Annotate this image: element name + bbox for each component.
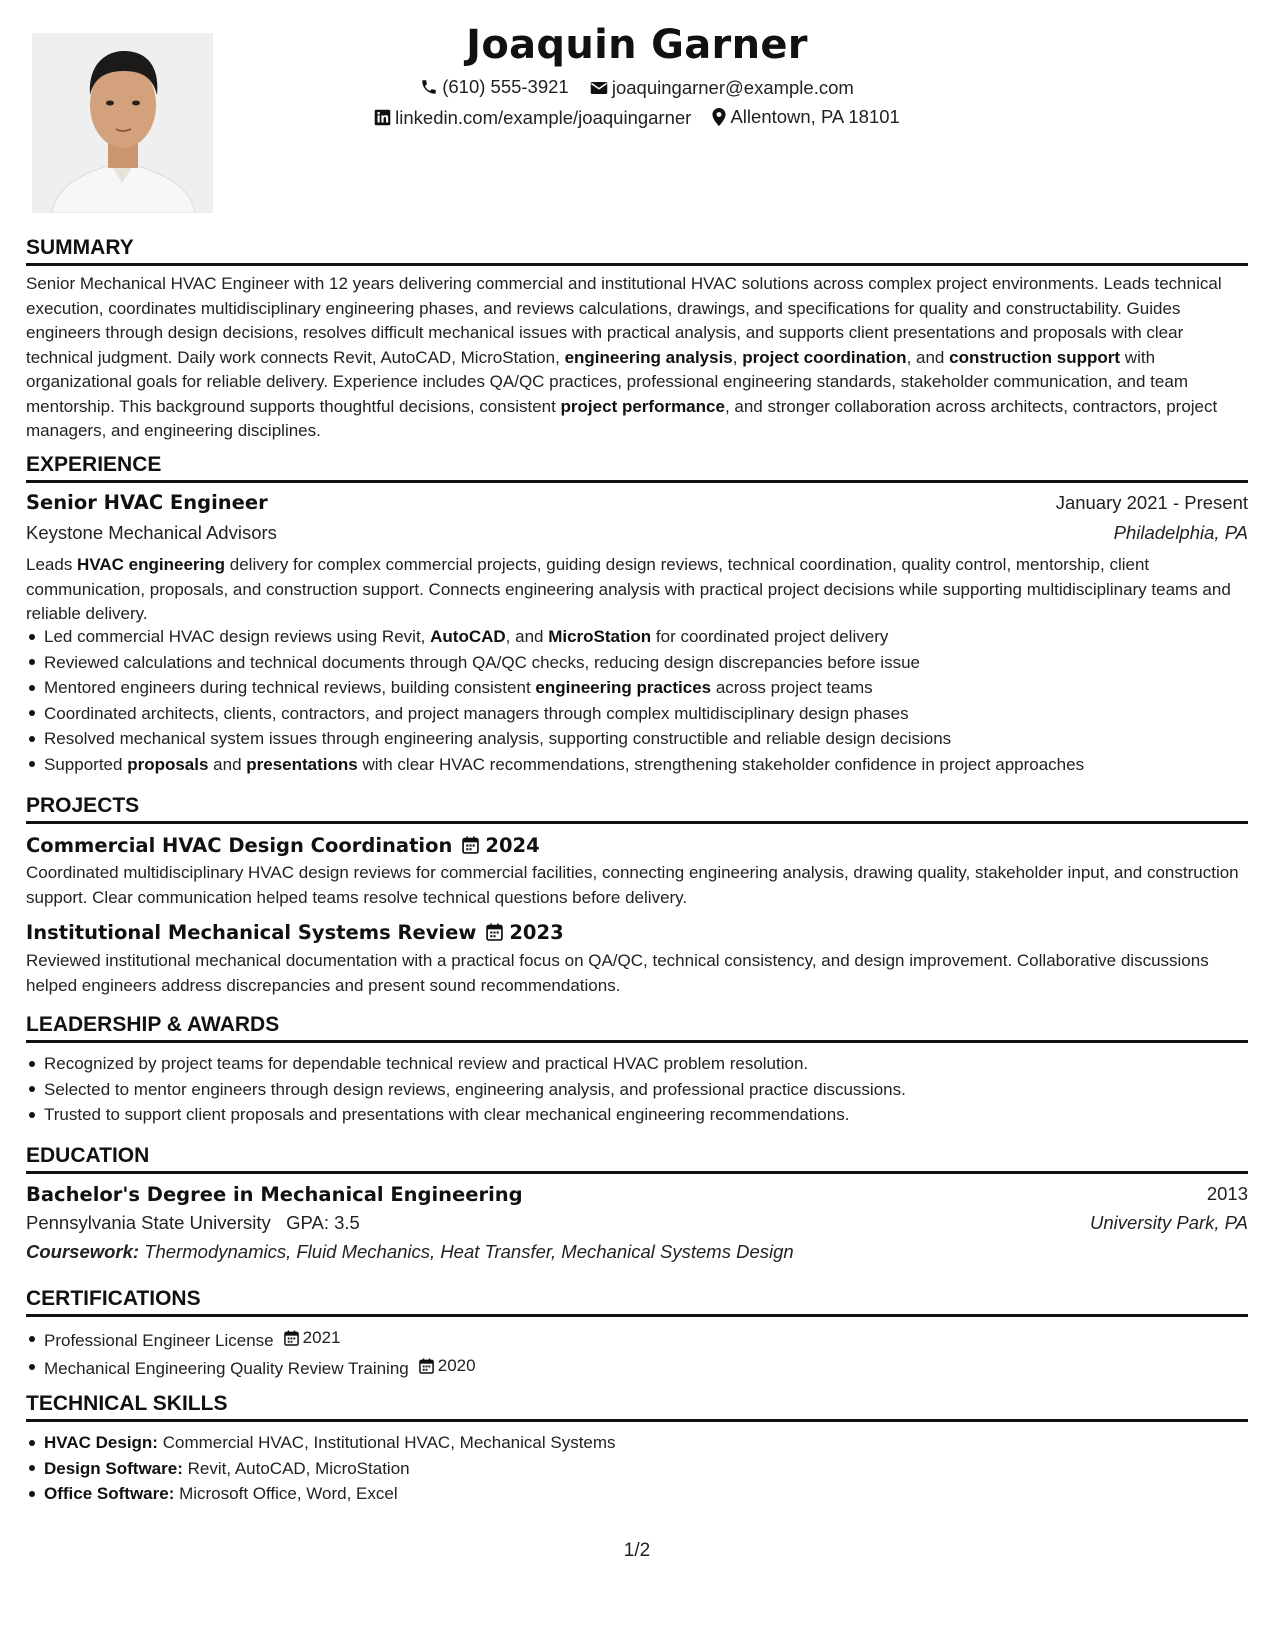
- list-item: Recognized by project teams for dependable technical review and practical HVAC problem resolution.: [44, 1051, 1266, 1077]
- project-2-name: Institutional Mechanical Systems Review: [26, 921, 477, 944]
- text-run: Coordinated architects, clients, contractors, and project managers through complex multidisciplinary design phases: [44, 703, 909, 723]
- skill-item: [44, 1481, 1266, 1507]
- coursework-label: Coursework:: [26, 1241, 140, 1262]
- text-run: delivery for complex commercial projects, guiding design reviews, technical coordination, quality control, mentorship, client communication, proposals, and construction support. Connects engineering analysis with practical project decisions while supporting multidisciplinary teams and reliable delivery.: [26, 555, 1231, 623]
- calendar-icon: [486, 923, 503, 941]
- linkedin[interactable]: [374, 107, 691, 129]
- projects-heading: PROJECTS: [26, 794, 1248, 824]
- text-run: with organizational goals for reliable delivery. Experience includes QA/QC practices, professional engineering standards, stakeholder communication, and team mentorship. This background supports thoughtful decisions, consistent: [26, 347, 1188, 416]
- coursework-list: Thermodynamics, Fluid Mechanics, Heat Transfer, Mechanical Systems Design: [144, 1241, 794, 1262]
- bold-text: presentations: [246, 754, 358, 774]
- certifications-heading: CERTIFICATIONS: [26, 1287, 1248, 1317]
- job-location: Philadelphia, PA: [1113, 522, 1248, 543]
- skill-item: [44, 1456, 1266, 1482]
- candidate-name: Joaquin Garner: [466, 22, 808, 68]
- project-1-name: Commercial HVAC Design Coordination: [26, 834, 453, 857]
- text-run: across project teams: [711, 678, 873, 697]
- project-1-title: [26, 834, 540, 857]
- bold-text: HVAC engineering: [77, 555, 226, 574]
- text-run: Resolved mechanical system issues through engineering analysis, supporting constructible and reliable design decisions: [44, 729, 952, 748]
- certifications-list: [26, 1325, 1266, 1382]
- list-item: [44, 624, 1266, 650]
- summary-text: [26, 272, 1248, 444]
- project-2-description: Reviewed institutional mechanical documentation with a practical focus on QA/QC, technical consistency, and design improvement. Collaborative discussions helped engineers address discrepancies and present sound recommendations.: [26, 951, 1209, 995]
- phone-icon: [420, 78, 438, 96]
- text-run: Supported: [44, 754, 128, 774]
- education-heading: EDUCATION: [26, 1144, 1248, 1174]
- certification-name: Professional Engineer License: [44, 1330, 274, 1350]
- experience-heading: EXPERIENCE: [26, 453, 1248, 483]
- project-2-title: [26, 921, 564, 944]
- envelope-icon: [590, 80, 608, 96]
- skill-label: Design Software:: [44, 1458, 183, 1478]
- skill-item: [44, 1430, 1266, 1456]
- page-number: 1/2: [623, 1540, 651, 1561]
- list-item: [44, 701, 1266, 727]
- bold-text: construction support: [949, 347, 1121, 367]
- school-name: Pennsylvania State University: [26, 1212, 271, 1233]
- certification-year: 2020: [419, 1353, 476, 1379]
- skill-value: Commercial HVAC, Institutional HVAC, Mechanical Systems: [157, 1433, 616, 1452]
- experience-bullets: [26, 624, 1266, 777]
- calendar-icon: [462, 836, 479, 854]
- school-location: University Park, PA: [1090, 1212, 1248, 1233]
- contact-row-2: [26, 106, 1248, 131]
- text-run: Senior Mechanical HVAC Engineer with 12 years delivering commercial and institutional HVAC solutions across complex project environments. Leads technical execution, coordinates multidisciplinary engineering phases, and reviews calculations, drawings, and specifications for quality and constructability. Guides engineers through design decisions, resolves difficult mechanical issues with practical analysis, and supports client presentations and proposals with clear technical judgment. Daily work connects Revit, AutoCAD, MicroStation,: [26, 274, 1222, 367]
- resume-page: [26, 0, 1248, 1650]
- location: [712, 106, 899, 128]
- degree-year: 2013: [1206, 1183, 1248, 1204]
- gpa: GPA: 3.5: [286, 1212, 360, 1233]
- coursework: [26, 1241, 794, 1263]
- certification-item: [44, 1353, 1266, 1381]
- text-run: Leads: [26, 555, 78, 574]
- list-item: [44, 726, 1266, 752]
- school-line: [26, 1212, 360, 1234]
- skills-heading: TECHNICAL SKILLS: [26, 1392, 1248, 1422]
- list-item: [44, 752, 1266, 778]
- bold-text: project coordination: [742, 347, 907, 367]
- leadership-bullets: [26, 1051, 1266, 1128]
- text-run: Reviewed calculations and technical documents through QA/QC checks, reducing design discrepancies before issue: [44, 652, 920, 672]
- list-item: [44, 650, 1266, 676]
- skill-label: HVAC Design:: [44, 1433, 158, 1452]
- degree-title: Bachelor's Degree in Mechanical Engineering: [26, 1183, 523, 1206]
- certification-name: Mechanical Engineering Quality Review Training: [44, 1359, 409, 1378]
- skills-list: [26, 1430, 1266, 1507]
- bold-text: engineering analysis: [564, 347, 733, 367]
- bold-text: project performance: [560, 396, 725, 416]
- text-run: ,: [732, 347, 743, 367]
- job-description: [26, 553, 1248, 627]
- contact-row-1: [26, 76, 1248, 101]
- project-1-year: 2024: [485, 834, 540, 857]
- text-run: with clear HVAC recommendations, strengthening stakeholder confidence in project approaches: [357, 754, 1085, 774]
- list-item: [44, 675, 1266, 701]
- skill-label: Office Software:: [44, 1484, 175, 1503]
- bold-text: AutoCAD: [430, 627, 506, 646]
- job-title: Senior HVAC Engineer: [26, 491, 268, 514]
- leadership-heading: LEADERSHIP & AWARDS: [26, 1013, 1248, 1043]
- text-run: , and stronger collaboration across architects, contractors, project managers, and engineering disciplines.: [26, 396, 1218, 440]
- bold-text: engineering practices: [535, 678, 712, 697]
- company-name: Keystone Mechanical Advisors: [26, 522, 277, 543]
- text-run: for coordinated project delivery: [651, 627, 889, 646]
- summary-heading: SUMMARY: [26, 236, 1248, 266]
- calendar-icon: [419, 1358, 434, 1374]
- map-pin-icon: [712, 108, 726, 126]
- location-text: Allentown, PA 18101: [730, 106, 900, 127]
- project-1-description: Coordinated multidisciplinary HVAC design reviews for commercial facilities, connecting engineering analysis, drawing quality, stakeholder input, and construction support. Clear communication helped teams resolve technical questions before delivery.: [26, 863, 1239, 907]
- text-run: , and: [906, 347, 950, 367]
- phone[interactable]: [420, 76, 569, 98]
- list-item: Trusted to support client proposals and presentations with clear mechanical engineering recommendations.: [44, 1102, 1266, 1128]
- text-run: and: [208, 754, 247, 774]
- linkedin-text: linkedin.com/example/joaquingarner: [395, 106, 692, 128]
- bold-text: proposals: [127, 754, 209, 774]
- skill-value: Microsoft Office, Word, Excel: [174, 1484, 398, 1503]
- certification-year: 2021: [284, 1325, 341, 1351]
- text-run: , and: [505, 627, 549, 646]
- text-run: Mentored engineers during technical reviews, building consistent: [44, 678, 536, 697]
- job-dates: January 2021 - Present: [1055, 492, 1248, 513]
- calendar-icon: [284, 1330, 299, 1346]
- email-text: joaquingarner@example.com: [611, 77, 854, 98]
- text-run: Led commercial HVAC design reviews using Revit,: [44, 627, 431, 646]
- phone-text: (610) 555-3921: [442, 76, 569, 97]
- project-2-year: 2023: [509, 921, 564, 944]
- email[interactable]: [590, 77, 854, 99]
- list-item: Selected to mentor engineers through design reviews, engineering analysis, and professional practice discussions.: [44, 1077, 1266, 1103]
- bold-text: MicroStation: [548, 627, 652, 646]
- linkedin-icon: [374, 109, 391, 126]
- skill-value: Revit, AutoCAD, MicroStation: [182, 1458, 410, 1478]
- certification-item: [44, 1325, 1266, 1353]
